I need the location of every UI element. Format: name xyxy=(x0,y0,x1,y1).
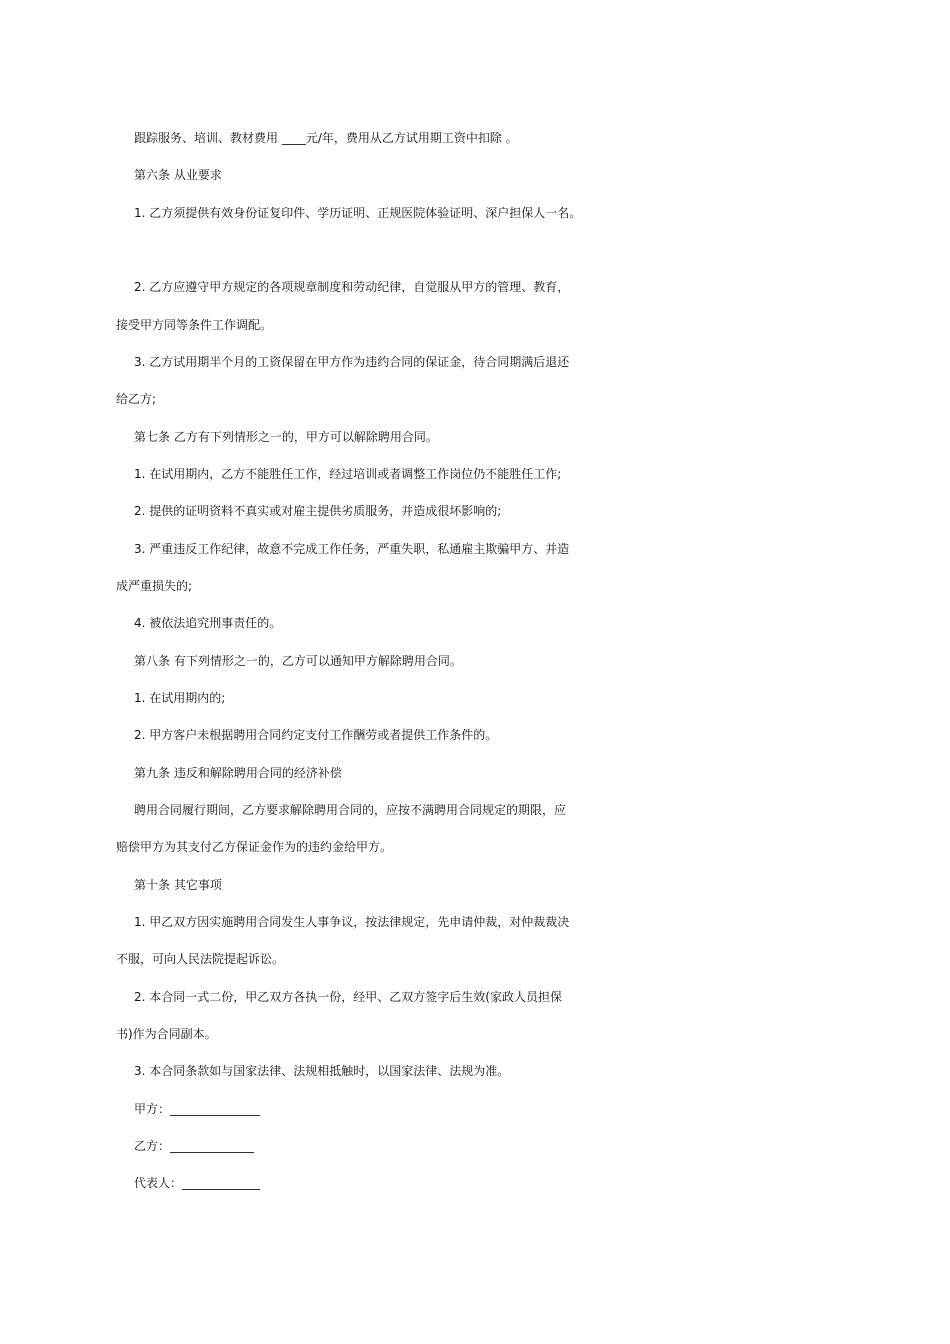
heading-article-9: 第九条 违反和解除聘用合同的经济补偿 xyxy=(134,766,342,780)
text-line-6-2a: 2. 乙方应遵守甲方规定的各项规章制度和劳动纪律，自觉服从甲方的管理、教育， xyxy=(134,280,570,294)
text-line-8-2: 2. 甲方客户未根据聘用合同约定支付工作酬劳或者提供工作条件的。 xyxy=(134,728,498,742)
text-line-6-3a: 3. 乙方试用期半个月的工资保留在甲方作为违约合同的保证金，待合同期满后退还 xyxy=(134,355,570,369)
heading-article-7: 第七条 乙方有下列情形之一的，甲方可以解除聘用合同。 xyxy=(134,430,438,444)
heading-article-6: 第六条 从业要求 xyxy=(134,168,222,182)
heading-article-8: 第八条 有下列情形之一的，乙方可以通知甲方解除聘用合同。 xyxy=(134,654,462,668)
text-line-fees: 跟踪服务、培训、教材费用 ____元/年，费用从乙方试用期工资中扣除 。 xyxy=(134,131,518,145)
text-line-7-1: 1. 在试用期内，乙方不能胜任工作，经过培训或者调整工作岗位仍不能胜任工作; xyxy=(134,467,562,481)
text-line-8-1: 1. 在试用期内的; xyxy=(134,691,226,705)
text-line-10-2b: 书)作为合同副本。 xyxy=(116,1027,217,1041)
heading-article-10: 第十条 其它事项 xyxy=(134,878,222,892)
text-line-10-1a: 1. 甲乙双方因实施聘用合同发生人事争议，按法律规定，先申请仲裁，对仲裁裁决 xyxy=(134,915,570,929)
text-line-9-b: 赔偿甲方为其支付乙方保证金作为的违约金给甲方。 xyxy=(116,840,393,854)
text-line-7-3b: 成严重损失的; xyxy=(116,579,193,593)
text-line-10-3: 3. 本合同条款如与国家法律、法规相抵触时，以国家法律、法规为准。 xyxy=(134,1064,510,1078)
text-line-10-1b: 不服，可向人民法院提起诉讼。 xyxy=(116,952,285,966)
text-line-6-3b: 给乙方; xyxy=(116,392,157,406)
text-line-9-a: 聘用合同履行期间，乙方要求解除聘用合同的，应按不满聘用合同规定的期限，应 xyxy=(134,803,567,817)
signature-party-b: 乙方：______________ xyxy=(134,1139,255,1153)
text-line-6-2b: 接受甲方同等条件工作调配。 xyxy=(116,318,273,332)
text-line-7-3a: 3. 严重违反工作纪律，故意不完成工作任务，严重失职，私通雇主欺骗甲方、并造 xyxy=(134,542,570,556)
signature-representative: 代表人：_____________ xyxy=(134,1176,261,1190)
text-line-10-2a: 2. 本合同一式二份，甲乙双方各执一份，经甲、乙双方签字后生效(家政人员担保 xyxy=(134,990,562,1004)
text-line-7-4: 4. 被依法追究刑事责任的。 xyxy=(134,616,282,630)
signature-party-a: 甲方：_______________ xyxy=(134,1102,261,1116)
text-line-7-2: 2. 提供的证明资料不真实或对雇主提供劣质服务，并造成很坏影响的; xyxy=(134,504,502,518)
text-line-6-1: 1. 乙方须提供有效身份证复印件、学历证明、正规医院体验证明、深户担保人一名。 xyxy=(134,206,582,220)
